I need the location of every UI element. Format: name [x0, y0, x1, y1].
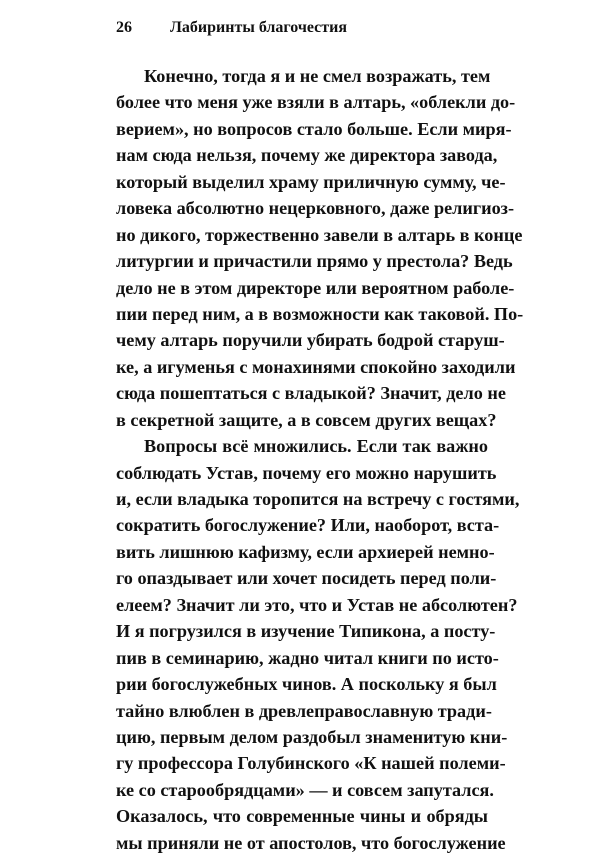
text-line: пив в семинарию, жадно читал книги по исто-: [116, 647, 499, 668]
text-line: в секретной защите, а в совсем других вещах?: [116, 409, 497, 430]
text-line: верием», но вопросов стало больше. Если миря-: [116, 118, 512, 139]
text-line: чему алтарь поручили убирать бодрой старуш-: [116, 330, 505, 351]
text-line: пии перед ним, а в возможности как таковой. По-: [116, 303, 524, 324]
text-line: ке, а игуменья с монахинями спокойно заходили: [116, 356, 516, 377]
text-line: сюда пошептаться с владыкой? Значит, дело не: [116, 383, 506, 404]
text-line: елеем? Значит ли это, что и Устав не абсолютен?: [116, 594, 518, 615]
text-line: Конечно, тогда я и не смел возражать, тем: [144, 66, 491, 86]
text-line: И я погрузился в изучение Типикона, а посту-: [116, 621, 496, 642]
text-line: сократить богослужение? Или, наоборот, вста-: [116, 515, 500, 536]
text-line: вить лишнюю кафизму, если архиерей немно-: [116, 541, 495, 562]
text-line: рии богослужебных чинов. А поскольку я был: [116, 674, 497, 695]
body-text: [116, 63, 524, 856]
text-line: более что меня уже взяли в алтарь, «облекли до-: [116, 92, 516, 113]
text-line: дело не в этом директоре или вероятном раболе-: [116, 277, 515, 298]
page-number: 26: [116, 19, 132, 36]
running-title: Лабиринты благочестия: [170, 19, 348, 36]
text-line: тайно влюблен в древлеправославную тради-: [116, 700, 492, 721]
text-line: мы приняли не от апостолов, что богослужение: [116, 832, 506, 853]
text-line: ке со старообрядцами» — и совсем запутался.: [116, 779, 494, 800]
text-line: соблюдать Устав, почему его можно нарушить: [116, 462, 497, 483]
text-line: который выделил храму приличную сумму, че-: [116, 171, 506, 192]
text-line: но дикого, торжественно завели в алтарь в конце: [116, 224, 523, 245]
text-line: Оказалось, что современные чины и обряды: [116, 806, 488, 827]
text-line: го опаздывает или хочет посидеть перед поли-: [116, 568, 497, 589]
running-head: [116, 14, 496, 42]
text-line: ловека абсолютно нецерковного, даже религиоз-: [116, 198, 515, 219]
text-line: Вопросы всё множились. Если так важно: [144, 436, 488, 457]
text-line: цию, первым делом раздобыл знаменитую кни-: [116, 726, 508, 747]
text-line: гу профессора Голубинского «К нашей полеми-: [116, 753, 506, 774]
text-line: нам сюда нельзя, почему же директора завода,: [116, 145, 498, 166]
text-line: и, если владыка торопится на встречу с гостями,: [116, 489, 520, 509]
text-line: литургии и причастили прямо у престола? Ведь: [116, 251, 513, 272]
